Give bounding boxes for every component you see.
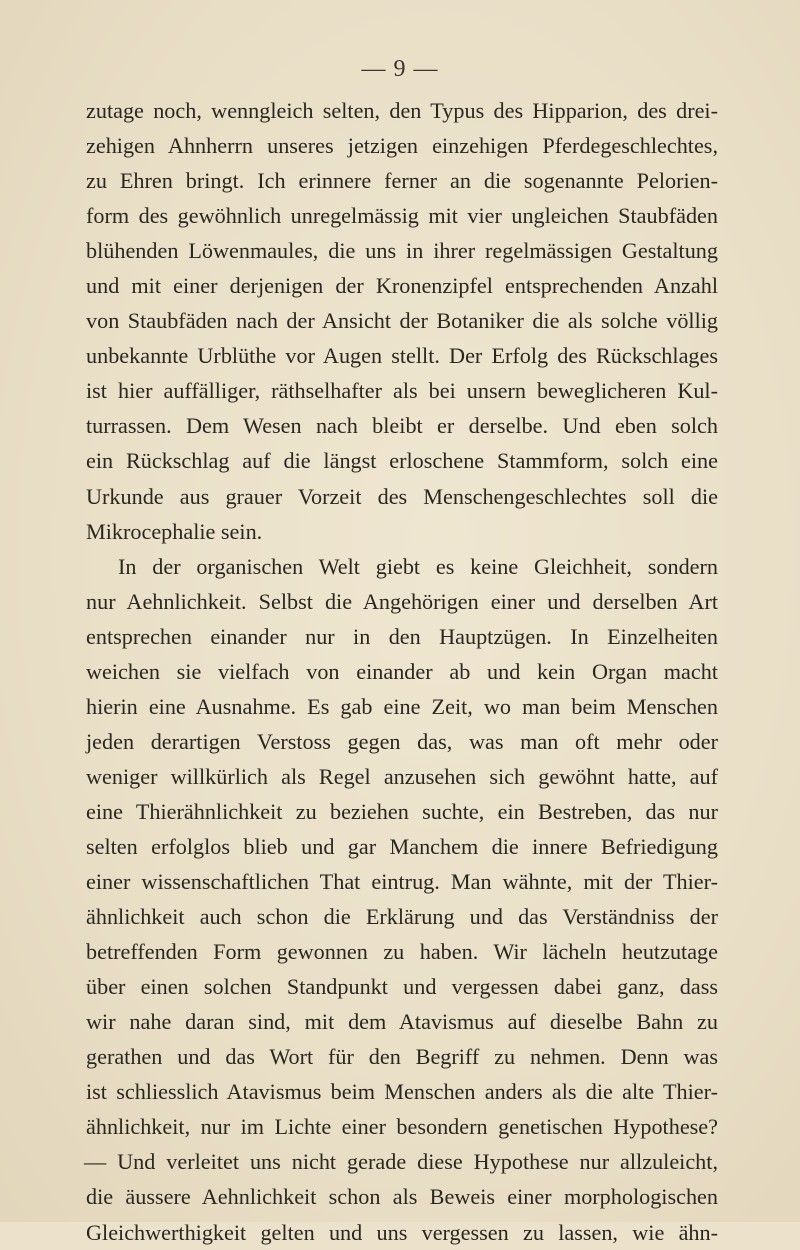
paragraph-start-line: In der organischen Welt giebt es keine Gleichheit, sondern bbox=[118, 553, 718, 579]
text-line: zehigen Ahnherrn unseres jetzigen einzehigen Pferdegeschlechtes, bbox=[86, 133, 718, 159]
text-line: weichen sie vielfach von einander ab und kein Organ macht bbox=[86, 658, 718, 684]
text-line: von Staubfäden nach der Ansicht der Botaniker die als solche völlig bbox=[86, 308, 718, 334]
text-line: ist schliesslich Atavismus beim Menschen anders als die alte Thier- bbox=[86, 1079, 718, 1105]
text-line: entsprechen einander nur in den Hauptzügen. In Einzelheiten bbox=[86, 623, 718, 649]
text-line: eine Thierähnlichkeit zu beziehen suchte, ein Bestreben, das nur bbox=[86, 798, 718, 824]
text-line: ähnlichkeit auch schon die Erklärung und das Verständniss der bbox=[86, 904, 718, 930]
text-line: über einen solchen Standpunkt und vergessen dabei ganz, dass bbox=[86, 974, 718, 1000]
text-line: einer wissenschaftlichen That eintrug. Man wähnte, mit der Thier- bbox=[86, 869, 718, 895]
text-line: jeden derartigen Verstoss gegen das, was man oft mehr oder bbox=[86, 728, 718, 754]
text-line: und mit einer derjenigen der Kronenzipfel entsprechenden Anzahl bbox=[86, 273, 718, 299]
page-number: — 9 — bbox=[361, 56, 439, 82]
text-line: Urkunde aus grauer Vorzeit des Menschengeschlechtes soll die bbox=[86, 483, 718, 509]
text-line: — Und verleitet uns nicht gerade diese Hypothese nur allzuleicht, bbox=[84, 1149, 718, 1175]
text-line: selten erfolglos blieb und gar Manchem die innere Befriedigung bbox=[86, 833, 718, 859]
text-line: wir nahe daran sind, mit dem Atavismus auf dieselbe Bahn zu bbox=[86, 1009, 718, 1035]
text-line: ein Rückschlag auf die längst erloschene Stammform, solch eine bbox=[86, 448, 718, 474]
text-line: Gleichwerthigkeit gelten und uns vergessen zu lassen, wie ähn- bbox=[86, 1219, 718, 1245]
text-line: form des gewöhnlich unregelmässig mit vier ungleichen Staubfäden bbox=[86, 203, 718, 229]
text-line: turrassen. Dem Wesen nach bleibt er derselbe. Und eben solch bbox=[86, 413, 718, 439]
text-line: zutage noch, wenngleich selten, den Typus des Hipparion, des drei- bbox=[86, 98, 718, 123]
text-line: ähnlichkeit, nur im Lichte einer besondern genetischen Hypothese? bbox=[86, 1114, 718, 1140]
text-line: unbekannte Urblüthe vor Augen stellt. Der Erfolg des Rückschlages bbox=[86, 343, 718, 369]
text-line: zu Ehren bringt. Ich erinnere ferner an die sogenannte Pelorien- bbox=[86, 168, 718, 194]
text-line: nur Aehnlichkeit. Selbst die Angehörigen einer und derselben Art bbox=[86, 588, 718, 614]
text-line: blühenden Löwenmaules, die uns in ihrer regelmässigen Gestaltung bbox=[86, 238, 718, 264]
text-line: die äussere Aehnlichkeit schon als Beweis einer morphologischen bbox=[86, 1184, 718, 1210]
text-line: hierin eine Ausnahme. Es gab eine Zeit, wo man beim Menschen bbox=[86, 693, 718, 719]
text-line: gerathen und das Wort für den Begriff zu nehmen. Denn was bbox=[86, 1044, 718, 1070]
body-text bbox=[86, 93, 718, 1250]
text-line: betreffenden Form gewonnen zu haben. Wir lächeln heutzutage bbox=[86, 939, 718, 965]
paragraph-end-line: Mikrocephalie sein. bbox=[86, 518, 263, 544]
text-line: weniger willkürlich als Regel anzusehen sich gewöhnt hatte, auf bbox=[86, 763, 718, 789]
text-line: ist hier auffälliger, räthselhafter als bei unsern beweglicheren Kul- bbox=[86, 378, 718, 404]
